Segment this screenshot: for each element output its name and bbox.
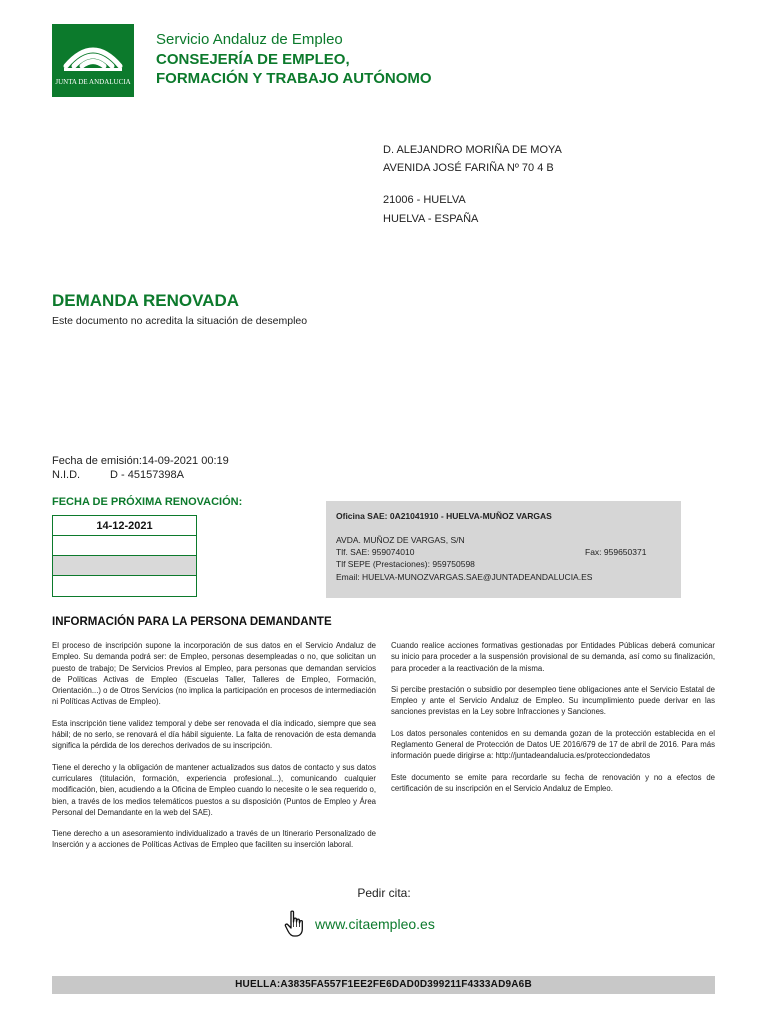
- org-name-line-3: FORMACIÓN Y TRABAJO AUTÓNOMO: [156, 70, 432, 87]
- info-column-right: [391, 640, 715, 804]
- info-paragraph: Si percibe prestación o subsidio por desempleo tiene obligaciones ante el Servicio Estatal de Empleo y ante el Servicio Andaluz de Empleo. Su incumplimiento puede derivar en las sanciones previstas en la Ley sobre Infracciones y Sanciones.: [391, 684, 715, 717]
- recipient-postal: 21006 - HUELVA: [383, 194, 466, 206]
- renewal-date-table: [52, 515, 197, 597]
- info-paragraph: Los datos personales contenidos en su demanda gozan de la protección establecida en el Reglamento General de Protección de Datos UE 2016/679 de 17 de abril de 2016. Para más información puede dirigirse a: http://juntadeandalucia.es/protecciondedatos: [391, 728, 715, 761]
- office-info-box: [326, 501, 681, 598]
- info-paragraph: Cuando realice acciones formativas gestionadas por Entidades Públicas deberá comunicar su inicio para proceder a la suspensión provisional de su demanda, así como su finalización, para proceder a la reactivación de la misma.: [391, 641, 715, 673]
- info-paragraph: Tiene derecho a un asesoramiento individualizado a través de un Itinerario Personalizado de Inserción y a acciones de Políticas Activas de Empleo que faciliten su inserción laboral.: [52, 829, 376, 850]
- svg-text:JUNTA DE ANDALUCIA: JUNTA DE ANDALUCIA: [55, 78, 131, 86]
- renewal-date-row: [53, 556, 196, 576]
- document-fingerprint: HUELLA:A3835FA557F1EE2FE6DAD0D399211F4333AD9A6B: [52, 976, 715, 994]
- recipient-country: HUELVA - ESPAÑA: [383, 213, 479, 225]
- document-title: DEMANDA RENOVADA: [52, 291, 239, 310]
- office-title: Oficina SAE: 0A21041910 - HUELVA-MUÑOZ VARGAS: [336, 511, 552, 521]
- info-section-title: INFORMACIÓN PARA LA PERSONA DEMANDANTE: [52, 616, 332, 628]
- renewal-date-row: [53, 536, 196, 556]
- office-fax: Fax: 959650371: [585, 547, 647, 557]
- document-subtitle: Este documento no acredita la situación de desempleo: [52, 315, 308, 327]
- info-paragraph: Esta inscripción tiene validez temporal y debe ser renovada el día indicado, siempre que sea hábil; de no serlo, se renovará el día hábil siguiente. La falta de renovación de esta demanda significa la pérdida de los derechos derivados de su inscripción.: [52, 718, 376, 751]
- office-sepe-phone: Tlf SEPE (Prestaciones): 959750598: [336, 559, 475, 569]
- office-email: Email: HUELVA-MUNOZVARGAS.SAE@JUNTADEANDALUCIA.ES: [336, 572, 593, 582]
- renewal-date-row: [53, 576, 196, 596]
- info-column-left: [52, 640, 376, 861]
- junta-de-andalucia-logo: [52, 24, 134, 97]
- org-name-line-1: Servicio Andaluz de Empleo: [156, 31, 343, 48]
- office-phone: Tlf. SAE: 959074010: [336, 547, 415, 557]
- org-name-line-2: CONSEJERÍA DE EMPLEO,: [156, 51, 350, 68]
- renewal-date-row: 14-12-2021: [53, 516, 196, 536]
- info-paragraph: Tiene el derecho y la obligación de mantener actualizados sus datos de contacto y sus datos curriculares (titulación, formación, experiencia profesional...), comunicando cualquier modificación, bien, acudiendo a la Oficina de Empleo cuando lo necesite o le sea requerido o, bien, a través de los medios telemáticos puestos a su disposición (Puntos de Empleo y Área Personal del Demandante en la web del SAE).: [52, 762, 376, 817]
- info-paragraph: El proceso de inscripción supone la incorporación de sus datos en el Servicio Andaluz de Empleo. Su demanda podrá ser: de Empleo, personas desempleadas o no, que solicitan un puesto de trabajo; De Servicios Previos al Empleo, para personas que demandan servicios de Políticas Activas de Empleo (Escuelas Taller, Talleres de Empleo, Formación, Orientación...) o de Otros Servicios (no implica la participación en procesos de intermediación ni Políticas Activas de Empleo).: [52, 641, 376, 707]
- nid-value: D - 45157398A: [110, 469, 184, 481]
- nid-label: N.I.D.: [52, 469, 81, 481]
- pointing-hand-icon: [284, 910, 308, 938]
- emission-date: Fecha de emisión:14-09-2021 00:19: [52, 455, 229, 467]
- appointment-label: Pedir cita:: [357, 886, 411, 900]
- recipient-street: AVENIDA JOSÉ FARIÑA Nº 70 4 B: [383, 162, 554, 174]
- next-renewal-label: FECHA DE PRÓXIMA RENOVACIÓN:: [52, 496, 243, 508]
- cita-empleo-link[interactable]: www.citaempleo.es: [315, 916, 435, 932]
- office-address: AVDA. MUÑOZ DE VARGAS, S/N: [336, 535, 465, 545]
- info-paragraph: Este documento se emite para recordarle su fecha de renovación y no a efectos de certificación de su inscripción en el Servicio Andaluz de Empleo.: [391, 772, 715, 793]
- recipient-name: D. ALEJANDRO MORIÑA DE MOYA: [383, 144, 562, 156]
